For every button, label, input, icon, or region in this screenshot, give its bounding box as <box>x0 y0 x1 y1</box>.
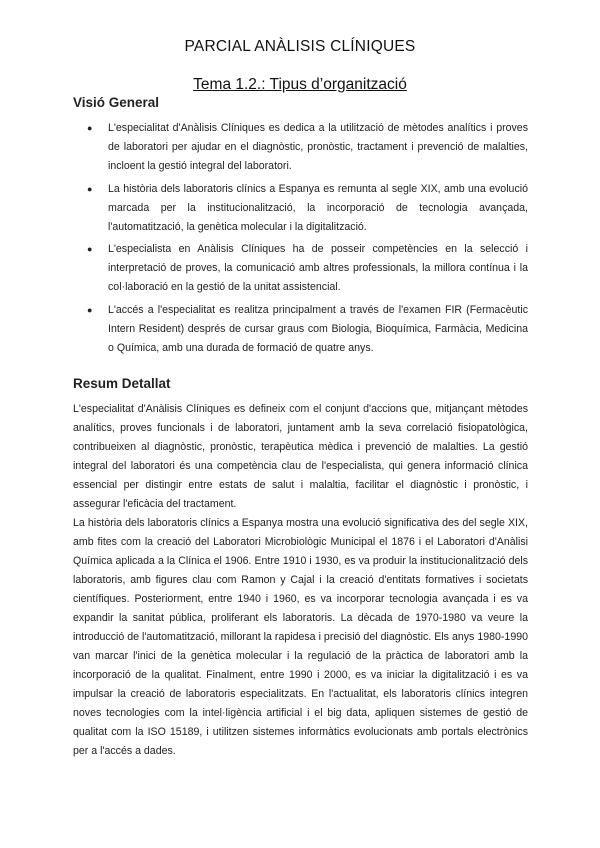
overview-bullet <box>73 240 528 297</box>
document-subtitle: Tema 1.2.: Tipus d’organització <box>193 76 407 93</box>
bullet-icon: ● <box>87 304 93 315</box>
detailed-summary-heading: Resum Detallat <box>73 376 171 391</box>
overview-bullet-list <box>73 119 528 361</box>
bullet-icon: ● <box>87 123 93 133</box>
overview-heading: Visió General <box>73 95 160 110</box>
bullet-text: L'especialista en Anàlisis Clíniques ha de posseir competències en la selecció i interpretació de proves, la comunicació amb altres professionals, la millora contínua i la col·laboració en la gestió de la unitat assistencial. <box>108 243 528 293</box>
summary-paragraph: L'especialitat d'Anàlisis Clíniques es defineix com el conjunt d'accions que, mitjançant mètodes analítics, proves funcionals i de laboratori, juntament amb la seva correlació fisiopatològica, contribueixen al diagnòstic, pronòstic, terapèutica mèdica i prevenció de malalties. La gestió integral del laboratori és una competència clau de l'especialista, qui genera informació clínica essencial per distingir entre estats de salut i malaltia, facilitar el diagnòstic i pronòstic, i assegurar l'eficàcia del tractament. <box>73 403 528 510</box>
overview-bullet <box>73 301 528 358</box>
bullet-icon: ● <box>87 183 93 194</box>
bullet-text: L'especialitat d'Anàlisis Clíniques es dedica a la utilització de mètodes analítics i proves de laboratori per ajudar en el diagnòstic, pronòstic, tractament i prevenció de malalties, incloent la gestió integral del laboratori. <box>108 122 528 172</box>
bullet-icon: ● <box>87 244 93 254</box>
bullet-text: L'accés a l'especialitat es realitza principalment a través de l'examen FIR (Fermacèutic Intern Resident) després de cursar graus com Biologia, Bioquímica, Farmàcia, Medicina o Química, amb una durada de formació de quatre anys. <box>108 303 528 354</box>
overview-bullet <box>73 180 528 237</box>
summary-paragraph: La història dels laboratoris clínics a Espanya mostra una evolució significativa des del segle XIX, amb fites com la creació del Laboratori Microbiològic Municipal el 1876 i el Laboratori d'Anàlisi Química aplicada a la Clínica el 1906. Entre 1910 i 1930, es va produir la institucionalització dels laboratoris, amb figures clau com Ramon y Cajal i la creació d'entitats formatives i societats científiques. Posteriorment, entre 1940 i 1960, es va incorporar tecnologia avançada i es va expandir la sanitat pública, proliferant els laboratoris. La dècada de 1970-1980 va veure la introducció de l'automatització, millorant la rapidesa i precisió del diagnòstic. Els anys 1980-1990 van marcar l'inici de la genètica molecular i la regulació de la pràctica de laboratori amb la incorporació de la qualitat. Finalment, entre 1990 i 2000, es va iniciar la digitalització i es va impulsar la creació de laboratoris especialitzats. En l'actualitat, els laboratoris clínics integren noves tecnologies com la intel·ligència artificial i el big data, apliquen sistemes de gestió de qualitat com la ISO 15189, i utilitzen sistemes informàtics evolucionats amb portals electrònics per a l'accés a dades. <box>73 517 528 757</box>
bullet-text: La història dels laboratoris clínics a Espanya es remunta al segle XIX, amb una evolució marcada per la institucionalització, la incorporació de tecnologia avançada, l'automatització, la genètica molecular i la digitalització. <box>108 182 528 233</box>
detailed-summary-body <box>73 400 528 761</box>
document-title: PARCIAL ANÀLISIS CLÍNIQUES <box>184 38 416 55</box>
overview-bullet <box>73 119 528 176</box>
